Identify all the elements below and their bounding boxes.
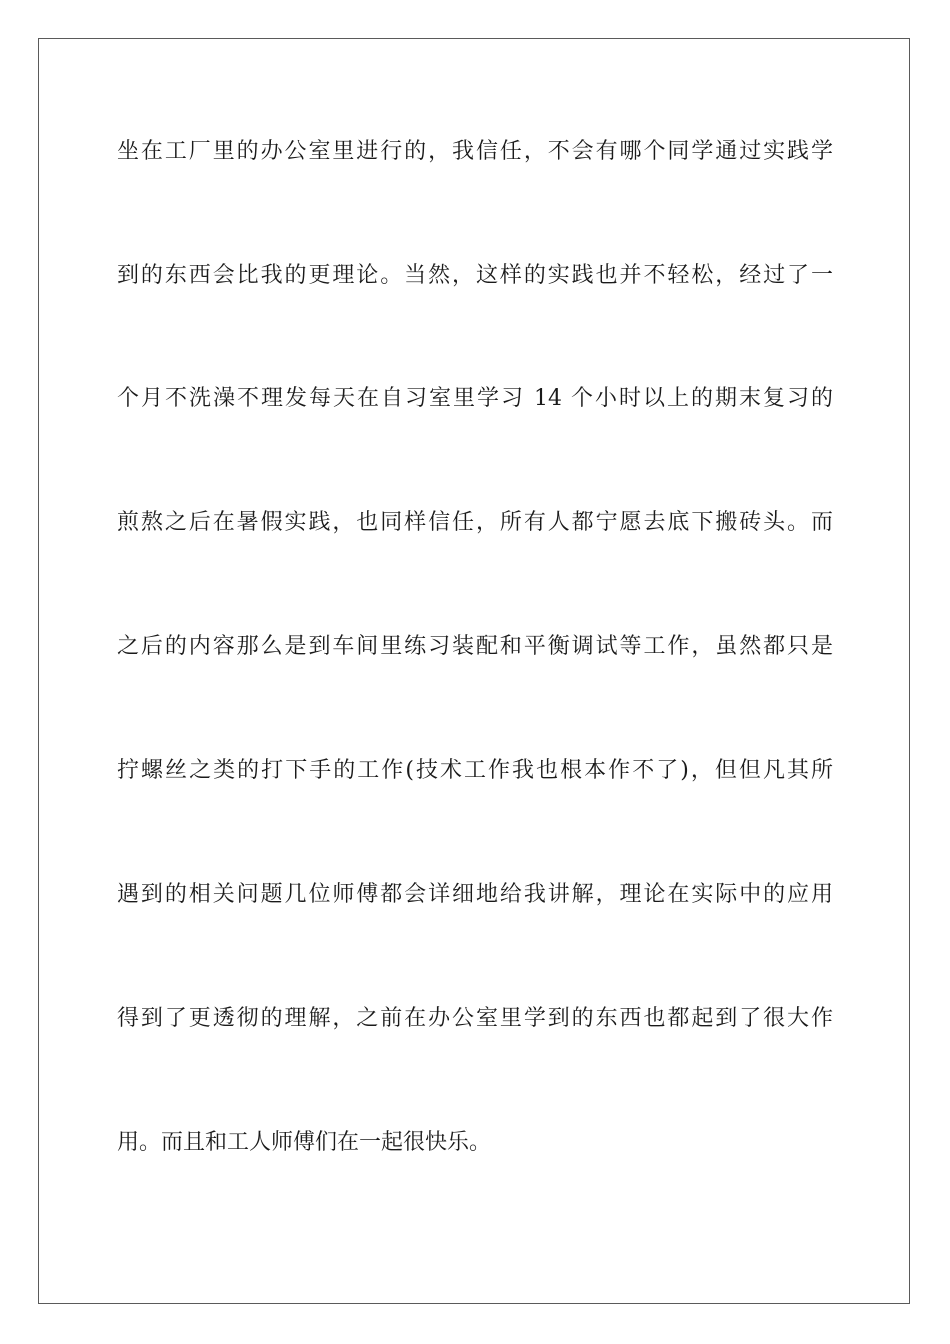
paragraph-line: 坐在工厂里的办公室里进行的，我信任，不会有哪个同学通过实践学	[117, 139, 833, 164]
paragraph-line: 到的东西会比我的更理论。当然，这样的实践也并不轻松，经过了一	[117, 263, 833, 288]
paragraph-line: 遇到的相关问题几位师傅都会详细地给我讲解，理论在实际中的应用	[117, 882, 833, 907]
paragraph-line: 之后的内容那么是到车间里练习装配和平衡调试等工作，虽然都只是	[117, 634, 833, 659]
paragraph-line: 个月不洗澡不理发每天在自习室里学习 14 个小时以上的期末复习的	[117, 386, 833, 411]
paragraph-line: 煎熬之后在暑假实践，也同样信任，所有人都宁愿去底下搬砖头。而	[117, 510, 833, 535]
paragraph-line: 用。而且和工人师傅们在一起很快乐。	[117, 1130, 492, 1155]
paragraph-line: 得到了更透彻的理解，之前在办公室里学到的东西也都起到了很大作	[117, 1006, 833, 1031]
paragraph-line: 拧螺丝之类的打下手的工作(技术工作我也根本作不了)，但但凡其所	[117, 758, 833, 783]
page-border	[38, 38, 910, 1304]
